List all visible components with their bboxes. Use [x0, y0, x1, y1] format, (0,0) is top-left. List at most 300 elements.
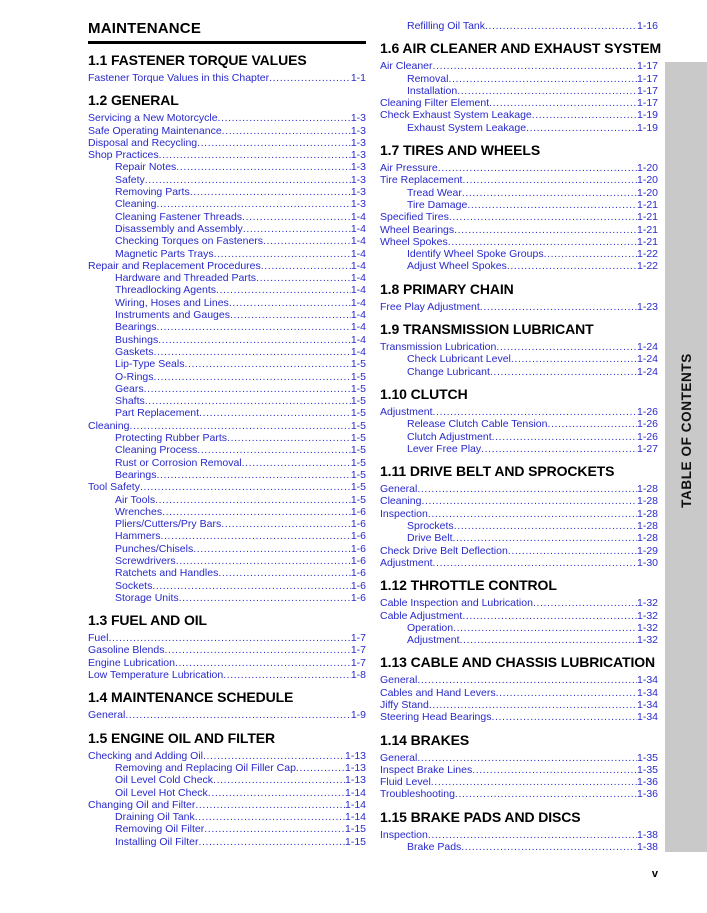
leader-dots [197, 137, 351, 149]
toc-entry[interactable] [380, 687, 658, 699]
toc-entry-page: 1-6 [350, 542, 366, 555]
toc-entry[interactable] [88, 657, 366, 669]
leader-dots [453, 532, 637, 544]
toc-entry[interactable] [380, 162, 658, 174]
toc-entry[interactable] [380, 508, 658, 520]
toc-entry-page: 1-5 [350, 395, 366, 408]
toc-entry-label: Gasoline Blends [88, 644, 165, 657]
toc-entry[interactable] [88, 395, 366, 407]
toc-entry-label: Removing Parts [115, 186, 190, 199]
toc-entry[interactable] [88, 530, 366, 542]
toc-entry[interactable] [380, 532, 658, 544]
toc-entry-page: 1-14 [344, 811, 366, 824]
leader-dots [496, 341, 637, 353]
toc-entry[interactable] [88, 444, 366, 456]
toc-entry[interactable] [380, 236, 658, 248]
toc-entry-page: 1-24 [636, 353, 658, 366]
toc-entry[interactable] [380, 634, 658, 646]
toc-entry-page: 1-3 [350, 173, 366, 186]
toc-entry-page: 1-5 [350, 444, 366, 457]
toc-entry-page: 1-6 [350, 518, 366, 531]
toc-entry-page: 1-6 [350, 591, 366, 604]
leader-dots [256, 272, 351, 284]
toc-entry[interactable] [88, 506, 366, 518]
toc-entry[interactable] [88, 774, 366, 786]
toc-entry[interactable] [380, 353, 658, 365]
toc-entry[interactable] [88, 709, 366, 721]
leader-dots [140, 481, 351, 493]
toc-entry-page: 1-34 [636, 686, 658, 699]
leader-dots [145, 395, 351, 407]
toc-entry[interactable] [380, 187, 658, 199]
leader-dots [156, 198, 350, 210]
toc-entry-page: 1-21 [636, 235, 658, 248]
toc-entry[interactable] [380, 557, 658, 569]
toc-entry-page: 1-17 [636, 60, 658, 73]
toc-entry[interactable] [88, 211, 366, 223]
toc-entry-page: 1-4 [350, 309, 366, 322]
toc-entry-page: 1-3 [350, 124, 366, 137]
leader-dots [203, 750, 345, 762]
leader-dots [454, 224, 637, 236]
leader-dots [454, 520, 637, 532]
toc-entry[interactable] [88, 198, 366, 210]
leader-dots [176, 555, 351, 567]
toc-entry-label: Changing Oil and Filter [88, 798, 196, 811]
leader-dots [261, 260, 351, 272]
toc-entry[interactable] [380, 829, 658, 841]
toc-entry[interactable] [88, 125, 366, 137]
toc-entry-page: 1-34 [636, 698, 658, 711]
toc-entry-page: 1-34 [636, 674, 658, 687]
toc-entry-page: 1-21 [636, 223, 658, 236]
toc-entry[interactable] [380, 224, 658, 236]
toc-entry[interactable] [380, 341, 658, 353]
toc-entry[interactable] [88, 543, 366, 555]
toc-entry-label: Air Pressure [380, 162, 438, 175]
toc-entry[interactable] [88, 469, 366, 481]
toc-entry-label: Release Clutch Cable Tension [407, 418, 548, 431]
toc-entry[interactable] [88, 346, 366, 358]
toc-entry[interactable] [88, 174, 366, 186]
leader-dots [547, 418, 637, 430]
toc-entry-label: General [380, 751, 418, 764]
leader-dots [453, 622, 637, 634]
toc-entry-page: 1-6 [350, 505, 366, 518]
leader-dots [195, 799, 345, 811]
toc-entry-label: Tread Wear [407, 186, 462, 199]
toc-entry-page: 1-32 [636, 597, 658, 610]
toc-entry-page: 1-5 [350, 493, 366, 506]
toc-entry[interactable] [380, 109, 658, 121]
toc-entry[interactable] [88, 161, 366, 173]
section-heading: 1.11 DRIVE BELT AND SPROCKETS [380, 463, 615, 480]
toc-entry-page: 1-30 [636, 556, 658, 569]
toc-entry[interactable] [88, 309, 366, 321]
toc-entry[interactable] [380, 776, 658, 788]
toc-entry[interactable] [88, 481, 366, 493]
toc-entry[interactable] [88, 334, 366, 346]
toc-entry[interactable] [380, 122, 658, 134]
leader-dots [544, 248, 637, 260]
toc-entry-page: 1-28 [636, 520, 658, 533]
toc-entry-page: 1-26 [636, 405, 658, 418]
toc-entry-page: 1-38 [636, 841, 658, 854]
toc-entry-page: 1-4 [350, 284, 366, 297]
toc-entry[interactable] [88, 750, 366, 762]
leader-dots [428, 829, 637, 841]
toc-entry[interactable] [88, 235, 366, 247]
toc-entry[interactable] [88, 371, 366, 383]
toc-entry[interactable] [88, 321, 366, 333]
toc-entry-label: Repair and Replacement Procedures [88, 259, 261, 272]
leader-dots [490, 366, 637, 378]
toc-entry[interactable] [380, 301, 658, 313]
toc-entry-label: Operation [407, 621, 454, 634]
toc-entry[interactable] [380, 431, 658, 443]
toc-entry[interactable] [380, 788, 658, 800]
toc-entry-label: Hardware and Threaded Parts [115, 272, 257, 285]
toc-entry[interactable] [88, 580, 366, 592]
toc-entry[interactable] [380, 97, 658, 109]
toc-entry-page: 1-23 [636, 300, 658, 313]
toc-entry-page: 1-8 [350, 669, 366, 682]
toc-entry-page: 1-15 [344, 835, 366, 848]
toc-entry[interactable] [88, 644, 366, 656]
leader-dots [158, 334, 351, 346]
toc-entry-page: 1-7 [350, 656, 366, 669]
toc-entry-label: Jiffy Stand [380, 698, 429, 711]
toc-entry[interactable] [380, 520, 658, 532]
toc-entry-label: Brake Pads [407, 841, 462, 854]
toc-entry-label: Wheel Spokes [380, 235, 448, 248]
toc-entry-label: Magnetic Parts Trays [115, 247, 214, 260]
toc-entry-label: Removal [407, 72, 449, 85]
toc-entry[interactable] [380, 366, 658, 378]
toc-entry[interactable] [380, 443, 658, 455]
toc-entry-label: Part Replacement [115, 407, 200, 420]
toc-entry-page: 1-5 [350, 432, 366, 445]
toc-entry[interactable] [380, 248, 658, 260]
title-rule [88, 41, 366, 44]
toc-entry-page: 1-3 [350, 136, 366, 149]
toc-entry-label: Threadlocking Agents [115, 284, 216, 297]
section-heading: 1.2 GENERAL [88, 92, 179, 109]
section-heading: 1.6 AIR CLEANER AND EXHAUST SYSTEM [380, 40, 662, 57]
toc-entry-page: 1-32 [636, 634, 658, 647]
toc-entry[interactable] [88, 149, 366, 161]
leader-dots [242, 211, 351, 223]
toc-entry-page: 1-28 [636, 483, 658, 496]
toc-entry[interactable] [380, 711, 658, 723]
toc-entry-page: 1-28 [636, 532, 658, 545]
toc-entry[interactable] [88, 284, 366, 296]
toc-entry-label: Removing Oil Filter [115, 823, 205, 836]
leader-dots [417, 483, 637, 495]
toc-entry-page: 1-5 [350, 481, 366, 494]
toc-entry[interactable] [380, 545, 658, 557]
toc-entry-page: 1-32 [636, 621, 658, 634]
leader-dots [243, 223, 351, 235]
leader-dots [125, 709, 350, 721]
leader-dots [457, 85, 637, 97]
toc-entry[interactable] [88, 186, 366, 198]
leader-dots [462, 610, 637, 622]
toc-entry-label: Wheel Bearings [380, 223, 455, 236]
leader-dots [184, 358, 350, 370]
leader-dots [480, 301, 637, 313]
toc-entry[interactable] [88, 518, 366, 530]
toc-entry-label: Tire Damage [407, 198, 468, 211]
table-of-contents-tab [665, 62, 707, 852]
toc-entry-label: Cleaning Filter Element [380, 97, 490, 110]
toc-entry-page: 1-24 [636, 341, 658, 354]
toc-entry[interactable] [88, 799, 366, 811]
toc-entry-label: Inspection [380, 828, 428, 841]
toc-entry-label: Installation [407, 84, 458, 97]
toc-entry[interactable] [380, 406, 658, 418]
toc-entry[interactable] [88, 836, 366, 848]
toc-entry-page: 1-9 [350, 709, 366, 722]
toc-entry-page: 1-6 [350, 567, 366, 580]
toc-entry[interactable] [88, 762, 366, 774]
leader-dots [492, 711, 637, 723]
toc-entry-label: Repair Notes [115, 161, 177, 174]
toc-entry[interactable] [380, 483, 658, 495]
toc-entry-label: Lip-Type Seals [115, 358, 185, 371]
toc-entry-label: Disposal and Recycling [88, 136, 198, 149]
toc-entry-page: 1-4 [350, 333, 366, 346]
toc-entry-label: Safe Operating Maintenance [88, 124, 222, 137]
toc-entry-label: Exhaust System Leakage [407, 121, 527, 134]
toc-entry-label: Gaskets [115, 345, 154, 358]
toc-entry[interactable] [88, 632, 366, 644]
toc-entry-label: Cleaning Fastener Threads [115, 210, 243, 223]
toc-column-left [88, 20, 366, 853]
leader-dots [164, 644, 350, 656]
toc-entry[interactable] [88, 297, 366, 309]
toc-entry-page: 1-4 [350, 235, 366, 248]
toc-entry-label: Gears [115, 382, 144, 395]
section-heading: 1.12 THROTTLE CONTROL [380, 577, 557, 594]
leader-dots [428, 508, 637, 520]
toc-entry[interactable] [380, 674, 658, 686]
toc-entry-label: Air Cleaner [380, 60, 433, 73]
toc-entry-page: 1-7 [350, 644, 366, 657]
leader-dots [198, 836, 345, 848]
toc-entry-label: Safety [115, 173, 145, 186]
leader-dots [129, 420, 350, 432]
toc-entry-label: Cables and Hand Levers [380, 686, 496, 699]
toc-entry-label: Identify Wheel Spoke Groups [407, 248, 544, 261]
toc-entry[interactable] [380, 622, 658, 634]
toc-entry[interactable] [380, 597, 658, 609]
toc-entry[interactable] [88, 823, 366, 835]
toc-entry[interactable] [88, 811, 366, 823]
leader-dots [296, 762, 345, 774]
toc-entry-page: 1-14 [344, 786, 366, 799]
toc-entry[interactable] [380, 60, 658, 72]
toc-entry[interactable] [380, 610, 658, 622]
toc-entry-label: General [380, 483, 418, 496]
toc-entry[interactable] [88, 592, 366, 604]
toc-entry[interactable] [380, 752, 658, 764]
toc-entry-page: 1-3 [350, 198, 366, 211]
section-heading: 1.3 FUEL AND OIL [88, 612, 207, 629]
toc-entry[interactable] [380, 85, 658, 97]
chapter-title: MAINTENANCE [88, 20, 202, 37]
toc-entry[interactable] [88, 272, 366, 284]
toc-entry-label: Drive Belt [407, 532, 453, 545]
toc-entry-label: Engine Lubrication [88, 656, 175, 669]
toc-entry[interactable] [380, 841, 658, 853]
toc-entry-page: 1-26 [636, 418, 658, 431]
leader-dots [221, 518, 351, 530]
leader-dots [417, 752, 637, 764]
toc-entry-page: 1-13 [344, 774, 366, 787]
leader-dots [448, 73, 637, 85]
toc-entry-label: Change Lubricant [407, 365, 490, 378]
toc-entry[interactable] [380, 174, 658, 186]
leader-dots [145, 174, 351, 186]
leader-dots [156, 321, 350, 333]
toc-entry[interactable] [88, 787, 366, 799]
toc-entry-page: 1-36 [636, 788, 658, 801]
toc-entry-label: Disassembly and Assembly [115, 222, 243, 235]
toc-entry-label: Refilling Oil Tank [407, 20, 486, 32]
toc-entry-label: Protecting Rubber Parts [115, 432, 228, 445]
toc-entry[interactable] [380, 418, 658, 430]
toc-entry-page: 1-4 [350, 210, 366, 223]
toc-entry-label: Sprockets [407, 520, 454, 533]
toc-entry-page: 1-35 [636, 751, 658, 764]
toc-entry-page: 1-4 [350, 321, 366, 334]
toc-entry-page: 1-5 [350, 407, 366, 420]
leader-dots [532, 109, 637, 121]
toc-entry-page: 1-1 [350, 72, 366, 84]
toc-entry[interactable] [88, 567, 366, 579]
toc-entry-label: Inspect Brake Lines [380, 763, 473, 776]
leader-dots [229, 297, 351, 309]
toc-entry-label: Check Lubricant Level [407, 353, 511, 366]
toc-entry-label: Adjustment [407, 634, 460, 647]
section-heading: 1.1 FASTENER TORQUE VALUES [88, 52, 307, 68]
toc-entry-page: 1-38 [636, 828, 658, 841]
leader-dots [492, 431, 637, 443]
toc-entry-page: 1-24 [636, 365, 658, 378]
toc-entry-label: O-Rings [115, 370, 154, 383]
toc-entry[interactable] [380, 495, 658, 507]
toc-entry-label: Tool Safety [88, 481, 140, 494]
toc-entry-page: 1-6 [350, 579, 366, 592]
toc-entry-page: 1-3 [350, 149, 366, 162]
toc-entry-label: General [88, 709, 126, 722]
leader-dots [263, 235, 351, 247]
toc-column-right [380, 20, 662, 854]
toc-entry[interactable] [380, 699, 658, 711]
toc-entry-label: Sockets [115, 579, 153, 592]
toc-entry-label: Rust or Corrosion Removal [115, 456, 242, 469]
toc-entry-page: 1-26 [636, 430, 658, 443]
toc-entry[interactable] [88, 457, 366, 469]
leader-dots [214, 248, 351, 260]
toc-entry-page: 1-17 [636, 97, 658, 110]
leader-dots [193, 543, 351, 555]
toc-entry-label: Installing Oil Filter [115, 835, 199, 848]
toc-entry-label: Transmission Lubrication [380, 341, 497, 354]
toc-entry-label: Bushings [115, 333, 159, 346]
toc-entry[interactable] [380, 211, 658, 223]
toc-entry-label: Troubleshooting [380, 788, 455, 801]
toc-entry-label: Bearings [115, 468, 157, 481]
leader-dots [511, 353, 637, 365]
leader-dots [199, 407, 351, 419]
leader-dots [438, 162, 637, 174]
toc-entry[interactable] [88, 494, 366, 506]
toc-entry[interactable] [380, 73, 658, 85]
toc-entry-page: 1-28 [636, 507, 658, 520]
leader-dots [156, 469, 350, 481]
toc-entry-page: 1-17 [636, 72, 658, 85]
toc-entry-label: Shafts [115, 395, 145, 408]
toc-entry-label: General [380, 674, 418, 687]
toc-entry[interactable] [380, 260, 658, 272]
toc-entry-label: Checking Torques on Fasteners [115, 235, 264, 248]
toc-entry[interactable] [88, 407, 366, 419]
toc-entry[interactable] [380, 199, 658, 211]
toc-entry-page: 1-4 [350, 222, 366, 235]
leader-dots [533, 597, 637, 609]
toc-entry[interactable] [88, 432, 366, 444]
leader-dots [154, 371, 351, 383]
leader-dots [190, 186, 351, 198]
toc-entry-page: 1-20 [636, 174, 658, 187]
toc-entry-label: Wiring, Hoses and Lines [115, 296, 229, 309]
toc-entry-label: Air Tools [115, 493, 156, 506]
toc-entry-label: Clutch Adjustment [407, 430, 492, 443]
toc-entry[interactable] [88, 137, 366, 149]
toc-entry-label: Cable Adjustment [380, 609, 463, 622]
toc-entry[interactable] [380, 764, 658, 776]
leader-dots [155, 494, 351, 506]
section-heading: 1.15 BRAKE PADS AND DISCS [380, 808, 581, 825]
toc-entry-label: Cleaning [380, 495, 422, 508]
leader-dots [462, 187, 637, 199]
toc-entry[interactable] [88, 223, 366, 235]
toc-entry-page: 1-4 [350, 247, 366, 260]
toc-entry-label: Fuel [88, 632, 109, 645]
toc-entry[interactable] [88, 669, 366, 681]
leader-dots [227, 432, 351, 444]
toc-entry[interactable] [88, 248, 366, 260]
toc-entry[interactable] [88, 112, 366, 124]
toc-entry[interactable] [88, 72, 366, 84]
toc-entry[interactable] [88, 358, 366, 370]
leader-dots [448, 236, 637, 248]
toc-entry[interactable] [88, 420, 366, 432]
toc-entry-label: Hammers [115, 530, 161, 543]
toc-entry-label: Bearings [115, 321, 157, 334]
leader-dots [467, 199, 637, 211]
toc-entry[interactable] [88, 555, 366, 567]
toc-entry-label: Cable Inspection and Lubrication [380, 597, 533, 610]
toc-entry[interactable] [88, 383, 366, 395]
table-of-contents-label: TABLE OF CONTENTS [678, 352, 694, 508]
toc-entry[interactable] [380, 20, 658, 32]
toc-entry[interactable] [88, 260, 366, 272]
toc-entry-page: 1-7 [350, 632, 366, 645]
section-heading: 1.14 BRAKES [380, 731, 470, 748]
